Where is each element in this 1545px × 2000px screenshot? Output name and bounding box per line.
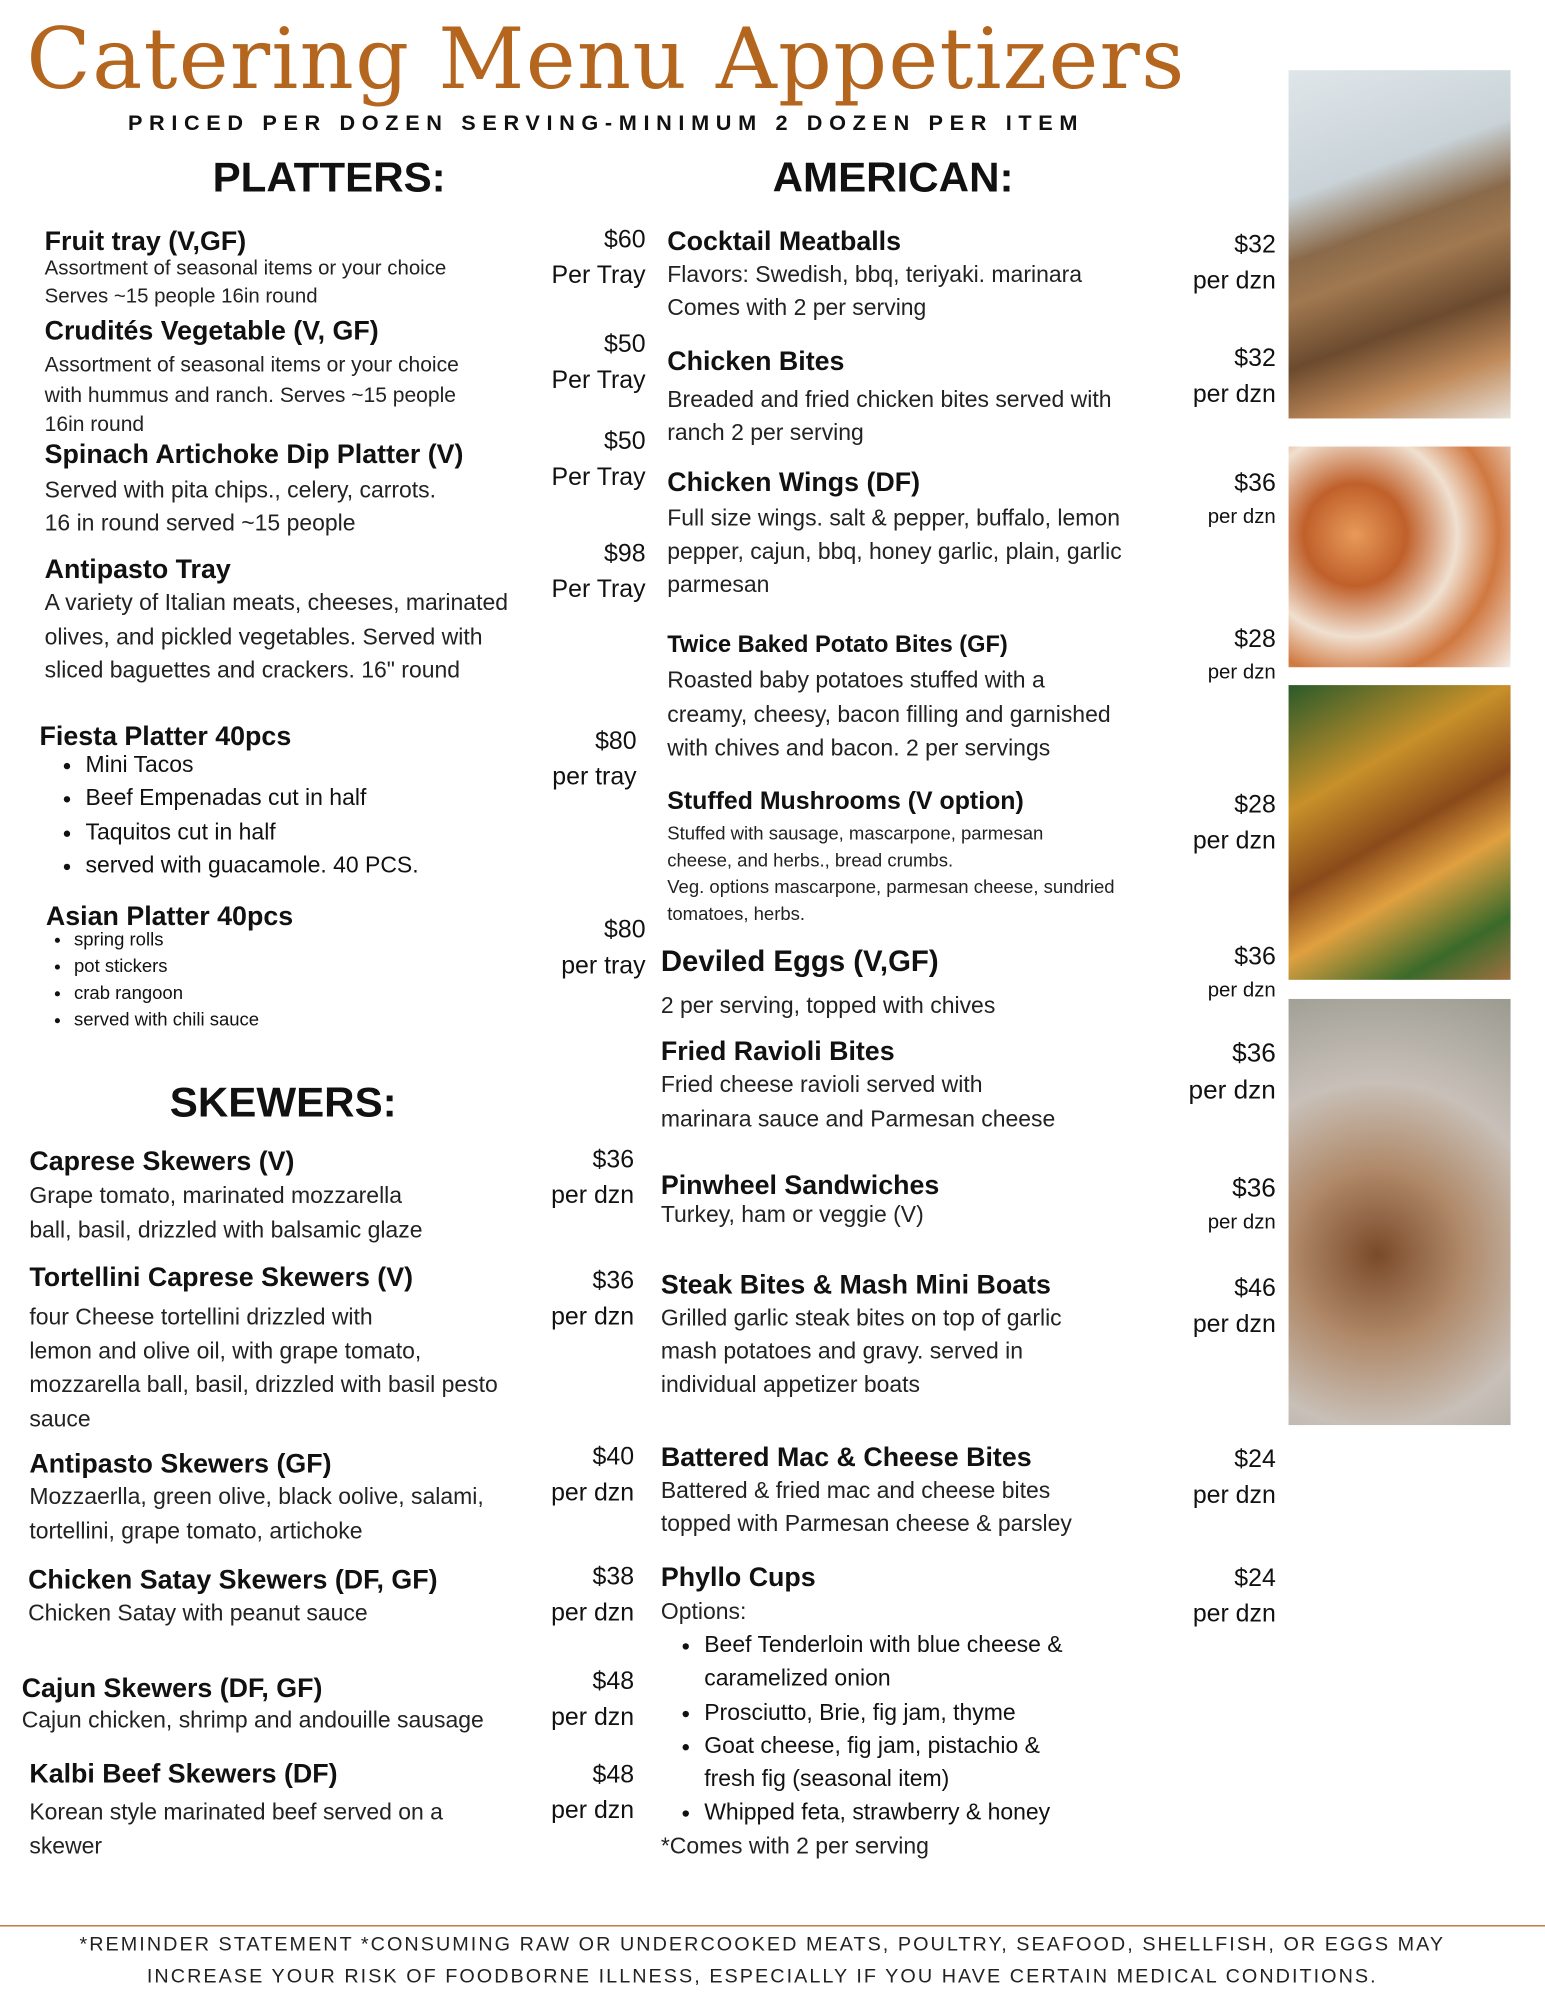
item-title: Antipasto Tray [44, 554, 231, 585]
menu-item [661, 1037, 1055, 1135]
bullet-item: • Beef Empenadas cut in half [85, 781, 418, 815]
description-line: A variety of Italian meats, cheeses, marinated [44, 589, 509, 615]
item-price-unit: per dzn [551, 1180, 635, 1209]
item-price-block [552, 223, 646, 293]
item-description [661, 1474, 1072, 1540]
bullet-item: • pot stickers [74, 954, 293, 981]
item-description [667, 383, 1111, 449]
item-price-block [1193, 342, 1276, 412]
menu-title: Catering Menu Appetizers [26, 10, 1186, 109]
item-title: Caprese Skewers (V) [29, 1146, 295, 1177]
item-price-block [1193, 1562, 1276, 1632]
description-line: mash potatoes and gravy. served in [660, 1338, 1023, 1364]
item-title: Asian Platter 40pcs [45, 901, 294, 932]
item-price-unit: Per Tray [551, 365, 646, 394]
item-title: Cajun Skewers (DF, GF) [21, 1673, 323, 1704]
item-price-block [1208, 623, 1276, 689]
item-title: Fiesta Platter 40pcs [39, 722, 292, 752]
description-line: Comes with 2 per serving [667, 294, 927, 321]
description-line: Grilled garlic steak bites on top of garlic [660, 1305, 1062, 1331]
description-line: four Cheese tortellini drizzled with [29, 1303, 373, 1330]
shrimp-photo [1289, 447, 1511, 668]
item-price-unit: per dzn [551, 1795, 635, 1824]
item-price: $24 [1234, 1445, 1276, 1474]
description-line: with hummus and ranch. Serves ~15 people [44, 383, 456, 407]
bullet-item: • spring rolls [74, 928, 293, 955]
description-line: individual appetizer boats [660, 1371, 921, 1398]
description-line: Flavors: Swedish, bbq, teriyaki. marinara [667, 261, 1083, 288]
item-price-block [552, 537, 646, 607]
item-price: $80 [595, 727, 637, 756]
item-description [661, 1198, 939, 1231]
item-title: Fried Ravioli Bites [660, 1037, 895, 1067]
item-title: Tortellini Caprese Skewers (V) [29, 1263, 414, 1293]
item-description [29, 1480, 483, 1548]
item-title: Chicken Satay Skewers (DF, GF) [28, 1565, 438, 1595]
item-title: Pinwheel Sandwiches [660, 1171, 940, 1201]
description-line: Battered & fried mac and cheese bites [660, 1477, 1051, 1503]
item-title: Kalbi Beef Skewers (DF) [29, 1759, 338, 1789]
item-price-block [551, 1665, 634, 1735]
menu-item [661, 945, 995, 1022]
description-line: ball, basil, drizzled with balsamic glaze [29, 1216, 423, 1242]
item-description [667, 663, 1110, 764]
menu-item [40, 722, 419, 882]
item-price-unit: per dzn [1192, 1309, 1276, 1338]
menu-item [28, 1565, 437, 1629]
item-description [45, 473, 464, 539]
bullet-item: • crab rangoon [74, 981, 293, 1008]
item-price-block [1208, 940, 1276, 1006]
item-title: Cocktail Meatballs [667, 227, 902, 257]
menu-item [45, 555, 508, 687]
menu-item [29, 1759, 443, 1862]
item-price: $38 [592, 1562, 635, 1591]
item-price: $36 [1232, 1173, 1276, 1204]
item-price-unit: per tray [561, 951, 646, 980]
menu-item [45, 227, 447, 311]
item-price-unit: Per Tray [551, 260, 646, 289]
item-title: Fruit tray (V,GF) [44, 227, 247, 257]
item-price-block [552, 425, 646, 495]
item-price-unit: per dzn [1207, 1211, 1276, 1234]
bullet-item: • Prosciutto, Brie, fig jam, thyme [704, 1695, 1087, 1729]
bullet-item: • Beef Tenderloin with blue cheese & caramelized onion [704, 1628, 1087, 1695]
description-line: Assortment of seasonal items or your choice [44, 257, 447, 280]
item-description [46, 928, 293, 1035]
chicken-satay-photo [1289, 685, 1511, 980]
item-price-block [551, 1560, 634, 1630]
description-line: sauce [29, 1405, 91, 1431]
description-line: Cajun chicken, shrimp and andouille sausage [21, 1707, 484, 1733]
item-title: Twice Baked Potato Bites (GF) [667, 630, 1008, 658]
item-note: *Comes with 2 per serving [660, 1833, 929, 1859]
description-line: skewer [29, 1832, 103, 1859]
item-price: $98 [604, 539, 646, 568]
item-price-block [1208, 467, 1276, 533]
item-title: Spinach Artichoke Dip Platter (V) [44, 440, 464, 470]
item-price-block [1189, 1036, 1276, 1109]
item-description [667, 822, 1114, 929]
item-price: $36 [592, 1266, 635, 1295]
item-price: $28 [1234, 790, 1276, 820]
footer-disclaimer-line-1: *REMINDER STATEMENT *CONSUMING RAW OR UNDERCOOKED MEATS, POULTRY, SEAFOOD, SHELLFISH, OR EGGS MAY [79, 1934, 1446, 1956]
menu-item [667, 629, 1110, 765]
item-description [22, 1703, 484, 1737]
description-line: Serves ~15 people 16in round [44, 285, 318, 308]
description-line: 16in round [44, 413, 145, 437]
description-line: creamy, cheesy, bacon filling and garnished [667, 701, 1111, 727]
description-line: lemon and olive oil, with grape tomato, [29, 1337, 422, 1364]
item-price-unit: Per Tray [551, 462, 646, 491]
item-title: Battered Mac & Cheese Bites [660, 1442, 1032, 1473]
item-price: $32 [1234, 230, 1276, 259]
item-description [40, 748, 419, 882]
description-line: 2 per serving, topped with chives [660, 992, 996, 1019]
description-line: Chicken Satay with peanut sauce [28, 1599, 368, 1626]
item-title: Chicken Wings (DF) [667, 468, 921, 498]
item-title: Phyllo Cups [660, 1562, 816, 1593]
item-bullet-list [661, 1628, 1087, 1829]
description-line: marinara sauce and Parmesan cheese [660, 1105, 1056, 1131]
description-line: Roasted baby potatoes stuffed with a [667, 667, 1045, 693]
item-price: $48 [592, 1667, 635, 1696]
description-line: tomatoes, herbs. [667, 904, 806, 925]
item-price-unit: per dzn [551, 1478, 635, 1507]
crostini-photo [1289, 999, 1511, 1425]
menu-subtitle: PRICED PER DOZEN SERVING-MINIMUM 2 DOZEN PER ITEM [127, 110, 1085, 136]
item-bullet-list [46, 928, 293, 1035]
menu-item [667, 786, 1114, 929]
item-title: Steak Bites & Mash Mini Boats [660, 1270, 1051, 1301]
item-description [661, 989, 995, 1022]
description-line: Breaded and fried chicken bites served with [667, 386, 1112, 413]
description-line: Mozzaerlla, green olive, black oolive, salami, [29, 1483, 484, 1510]
item-price-unit: per dzn [551, 1702, 635, 1731]
item-description [661, 1068, 1055, 1136]
description-line: 16 in round served ~15 people [44, 510, 356, 536]
description-line: Veg. options mascarpone, parmesan cheese, sundried [667, 877, 1115, 899]
description-line: topped with Parmesan cheese & parsley [660, 1510, 1072, 1537]
item-price-block [551, 1264, 634, 1334]
item-description [667, 501, 1121, 601]
item-price: $36 [1234, 942, 1276, 971]
description-line: Options: [660, 1598, 747, 1625]
item-price: $28 [1234, 625, 1276, 654]
item-description [29, 1300, 497, 1435]
menu-item [29, 1263, 497, 1435]
item-title: Deviled Eggs (V,GF) [660, 944, 939, 978]
item-price-unit: per dzn [1192, 1599, 1276, 1628]
item-price-unit: per dzn [1192, 826, 1276, 855]
item-price: $24 [1234, 1564, 1276, 1593]
item-price: $80 [604, 916, 646, 945]
menu-item [667, 227, 1082, 324]
bullet-item: • served with guacamole. 40 PCS. [85, 848, 418, 882]
bullet-item: • Goat cheese, fig jam, pistachio & fresh fig (seasonal item) [704, 1729, 1087, 1796]
section-heading-american: AMERICAN: [772, 153, 1014, 201]
item-title: Chicken Bites [667, 347, 845, 377]
item-price: $36 [1234, 469, 1276, 498]
item-price-block [552, 328, 646, 398]
bullet-item: • Whipped feta, strawberry & honey [704, 1796, 1087, 1830]
menu-item [29, 1449, 483, 1547]
description-line: olives, and pickled vegetables. Served with [44, 623, 483, 649]
menu-item [667, 468, 1121, 601]
menu-item [29, 1147, 422, 1247]
item-price: $46 [1234, 1274, 1276, 1303]
item-price-block [551, 1440, 634, 1510]
description-line: with chives and bacon. 2 per servings [667, 734, 1051, 761]
description-line: sliced baguettes and crackers. 16" round [44, 657, 461, 683]
item-price: $50 [604, 427, 646, 456]
item-description [29, 1179, 422, 1247]
item-price-unit: Per Tray [551, 574, 646, 603]
footer-disclaimer-line-2: INCREASE YOUR RISK OF FOODBORNE ILLNESS, ESPECIALLY IF YOU HAVE CERTAIN MEDICAL CONDITIONS. [146, 1966, 1378, 1988]
menu-item [661, 1563, 1087, 1863]
item-price-unit: per dzn [1192, 1480, 1276, 1509]
item-price-block [1208, 1171, 1276, 1238]
item-title: Crudités Vegetable (V, GF) [44, 316, 379, 346]
item-description [29, 1795, 443, 1863]
item-bullet-list [40, 748, 419, 882]
item-description [45, 255, 447, 311]
item-price-block [1193, 228, 1276, 298]
item-price-unit: per dzn [1207, 661, 1276, 684]
description-line: mozzarella ball, basil, drizzled with basil pesto [29, 1371, 498, 1398]
menu-item [661, 1443, 1072, 1540]
menu-item [46, 902, 293, 1035]
menu-item [661, 1271, 1062, 1401]
description-line: Turkey, ham or veggie (V) [660, 1201, 924, 1228]
item-price-unit: per dzn [551, 1597, 635, 1627]
item-description [661, 1595, 1087, 1863]
description-line: parmesan [667, 571, 770, 598]
menu-item [45, 316, 459, 440]
description-line: cheese, and herbs., bread crumbs. [667, 850, 954, 872]
description-line: Grape tomato, marinated mozzarella [29, 1182, 403, 1209]
bullet-item: • Mini Tacos [85, 748, 418, 782]
item-price: $50 [604, 330, 646, 359]
description-line: Korean style marinated beef served on a [29, 1798, 443, 1825]
description-line: Assortment of seasonal items or your choice [44, 353, 459, 377]
item-price: $40 [592, 1442, 635, 1471]
item-description [667, 258, 1082, 324]
item-description [661, 1301, 1062, 1401]
item-price-block [561, 913, 645, 983]
section-heading-platters: PLATTERS: [212, 153, 446, 201]
item-title: Stuffed Mushrooms (V option) [667, 787, 1024, 816]
bullet-item: • served with chili sauce [74, 1008, 293, 1035]
section-heading-skewers: SKEWERS: [169, 1078, 397, 1126]
item-price: $48 [592, 1760, 635, 1789]
description-line: pepper, cajun, bbq, honey garlic, plain, garlic [667, 538, 1122, 564]
item-price-block [1193, 788, 1276, 858]
item-price-unit: per dzn [1207, 505, 1276, 528]
description-line: Served with pita chips., celery, carrots. [44, 477, 437, 503]
description-line: tortellini, grape tomato, artichoke [29, 1517, 363, 1544]
description-line: ranch 2 per serving [667, 419, 864, 446]
item-price: $32 [1234, 344, 1276, 373]
item-price-block [551, 1143, 634, 1213]
item-price-unit: per dzn [1192, 379, 1276, 408]
item-description [45, 351, 459, 441]
item-price: $36 [1232, 1038, 1276, 1068]
item-price-block [1193, 1272, 1276, 1342]
menu-item [661, 1171, 939, 1231]
description-line: Stuffed with sausage, mascarpone, parmesan [667, 824, 1044, 845]
item-price-block [551, 1758, 634, 1828]
item-price-block [1193, 1443, 1276, 1513]
bullet-item: • Taquitos cut in half [85, 815, 418, 849]
item-price-unit: per dzn [1207, 979, 1276, 1001]
footer-divider [0, 1925, 1545, 1926]
item-price-unit: per dzn [1192, 266, 1276, 295]
menu-item [667, 347, 1111, 449]
item-description [28, 1596, 437, 1630]
menu-item [45, 440, 464, 540]
charcuterie-board-photo [1289, 70, 1511, 418]
item-description [45, 586, 508, 687]
item-price-unit: per dzn [551, 1301, 635, 1331]
item-title: Antipasto Skewers (GF) [29, 1449, 332, 1479]
description-line: Fried cheese ravioli served with [660, 1071, 983, 1098]
item-price: $60 [604, 225, 646, 254]
item-price-block [552, 725, 636, 795]
item-price-unit: per dzn [1188, 1074, 1276, 1105]
menu-item [22, 1674, 484, 1737]
item-price: $36 [592, 1145, 635, 1174]
description-line: Full size wings. salt & pepper, buffalo, lemon [667, 505, 1120, 531]
item-price-unit: per tray [552, 762, 637, 791]
